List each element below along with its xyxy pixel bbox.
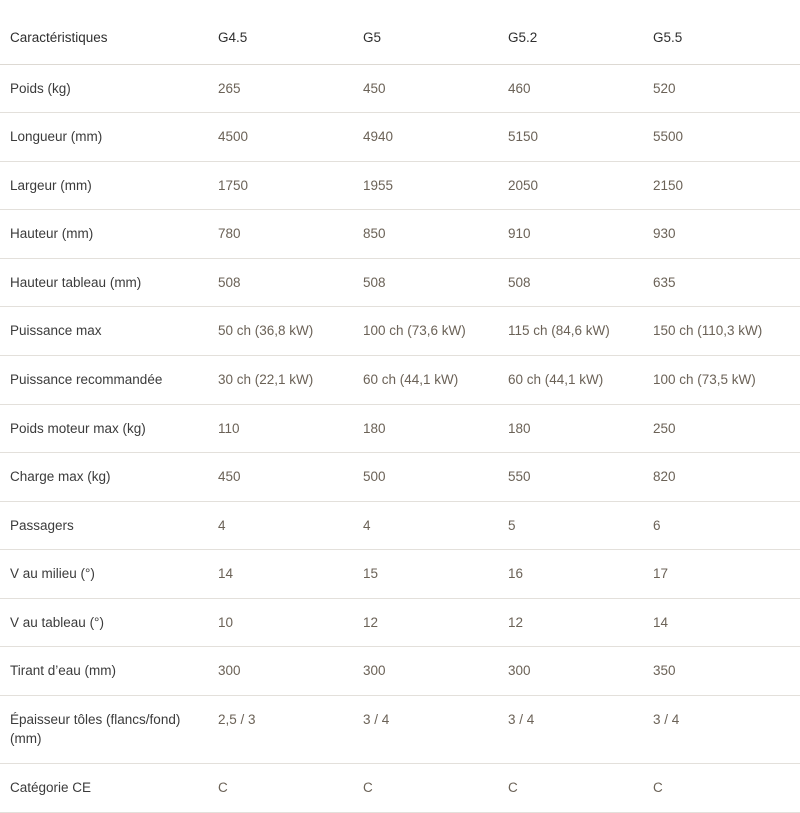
cell-value: 1955 [363,161,508,210]
table-body [0,64,800,812]
column-header-g55: G5.5 [653,0,800,64]
table-header [0,0,800,64]
table-row [0,258,800,307]
row-label: Hauteur tableau (mm) [0,258,218,307]
cell-value: 14 [218,550,363,599]
row-label: V au milieu (°) [0,550,218,599]
cell-value: 12 [363,598,508,647]
cell-value: 16 [508,550,653,599]
row-label: Charge max (kg) [0,453,218,502]
table-row [0,307,800,356]
row-label: Poids moteur max (kg) [0,404,218,453]
cell-value: 508 [218,258,363,307]
table-row [0,404,800,453]
column-header-g52: G5.2 [508,0,653,64]
cell-value: 150 ch (110,3 kW) [653,307,800,356]
table-row [0,453,800,502]
cell-value: 3 / 4 [508,695,653,763]
table-row [0,598,800,647]
cell-value: C [508,764,653,813]
row-label: Catégorie CE [0,764,218,813]
cell-value: 6 [653,501,800,550]
table-row [0,550,800,599]
cell-value: 550 [508,453,653,502]
row-label: Tirant d’eau (mm) [0,647,218,696]
cell-value: 300 [508,647,653,696]
column-header-g45: G4.5 [218,0,363,64]
table-row [0,501,800,550]
cell-value: C [653,764,800,813]
row-label: Largeur (mm) [0,161,218,210]
row-label: Poids (kg) [0,64,218,113]
cell-value: 460 [508,64,653,113]
cell-value: 15 [363,550,508,599]
cell-value: 508 [363,258,508,307]
cell-value: 2150 [653,161,800,210]
row-label: V au tableau (°) [0,598,218,647]
row-label: Hauteur (mm) [0,210,218,259]
cell-value: 180 [508,404,653,453]
table-row [0,113,800,162]
row-label: Puissance recommandée [0,355,218,404]
table-row [0,764,800,813]
cell-value: 12 [508,598,653,647]
table-row [0,355,800,404]
cell-value: 30 ch (22,1 kW) [218,355,363,404]
cell-value: 450 [218,453,363,502]
cell-value: 520 [653,64,800,113]
row-label: Puissance max [0,307,218,356]
cell-value: 300 [218,647,363,696]
cell-value: 2,5 / 3 [218,695,363,763]
row-label: Passagers [0,501,218,550]
cell-value: 500 [363,453,508,502]
cell-value: 5500 [653,113,800,162]
cell-value: 180 [363,404,508,453]
cell-value: 10 [218,598,363,647]
cell-value: 5 [508,501,653,550]
cell-value: 780 [218,210,363,259]
cell-value: 115 ch (84,6 kW) [508,307,653,356]
cell-value: 17 [653,550,800,599]
cell-value: C [363,764,508,813]
table-row [0,695,800,763]
table-row [0,64,800,113]
cell-value: 850 [363,210,508,259]
cell-value: 60 ch (44,1 kW) [363,355,508,404]
row-label: Épaisseur tôles (flancs/fond) (mm) [0,695,218,763]
cell-value: 300 [363,647,508,696]
cell-value: 4 [363,501,508,550]
cell-value: 50 ch (36,8 kW) [218,307,363,356]
cell-value: 450 [363,64,508,113]
row-label: Longueur (mm) [0,113,218,162]
cell-value: 4940 [363,113,508,162]
cell-value: 350 [653,647,800,696]
cell-value: 5150 [508,113,653,162]
cell-value: 60 ch (44,1 kW) [508,355,653,404]
cell-value: 820 [653,453,800,502]
cell-value: 100 ch (73,6 kW) [363,307,508,356]
cell-value: C [218,764,363,813]
cell-value: 100 ch (73,5 kW) [653,355,800,404]
cell-value: 250 [653,404,800,453]
cell-value: 508 [508,258,653,307]
column-header-feature: Caractéristiques [0,0,218,64]
cell-value: 3 / 4 [653,695,800,763]
cell-value: 110 [218,404,363,453]
column-header-g5: G5 [363,0,508,64]
table-row [0,161,800,210]
cell-value: 1750 [218,161,363,210]
cell-value: 4 [218,501,363,550]
cell-value: 635 [653,258,800,307]
cell-value: 930 [653,210,800,259]
cell-value: 2050 [508,161,653,210]
table-header-row [0,0,800,64]
cell-value: 14 [653,598,800,647]
cell-value: 910 [508,210,653,259]
cell-value: 265 [218,64,363,113]
cell-value: 3 / 4 [363,695,508,763]
table-row [0,210,800,259]
table-row [0,647,800,696]
cell-value: 4500 [218,113,363,162]
